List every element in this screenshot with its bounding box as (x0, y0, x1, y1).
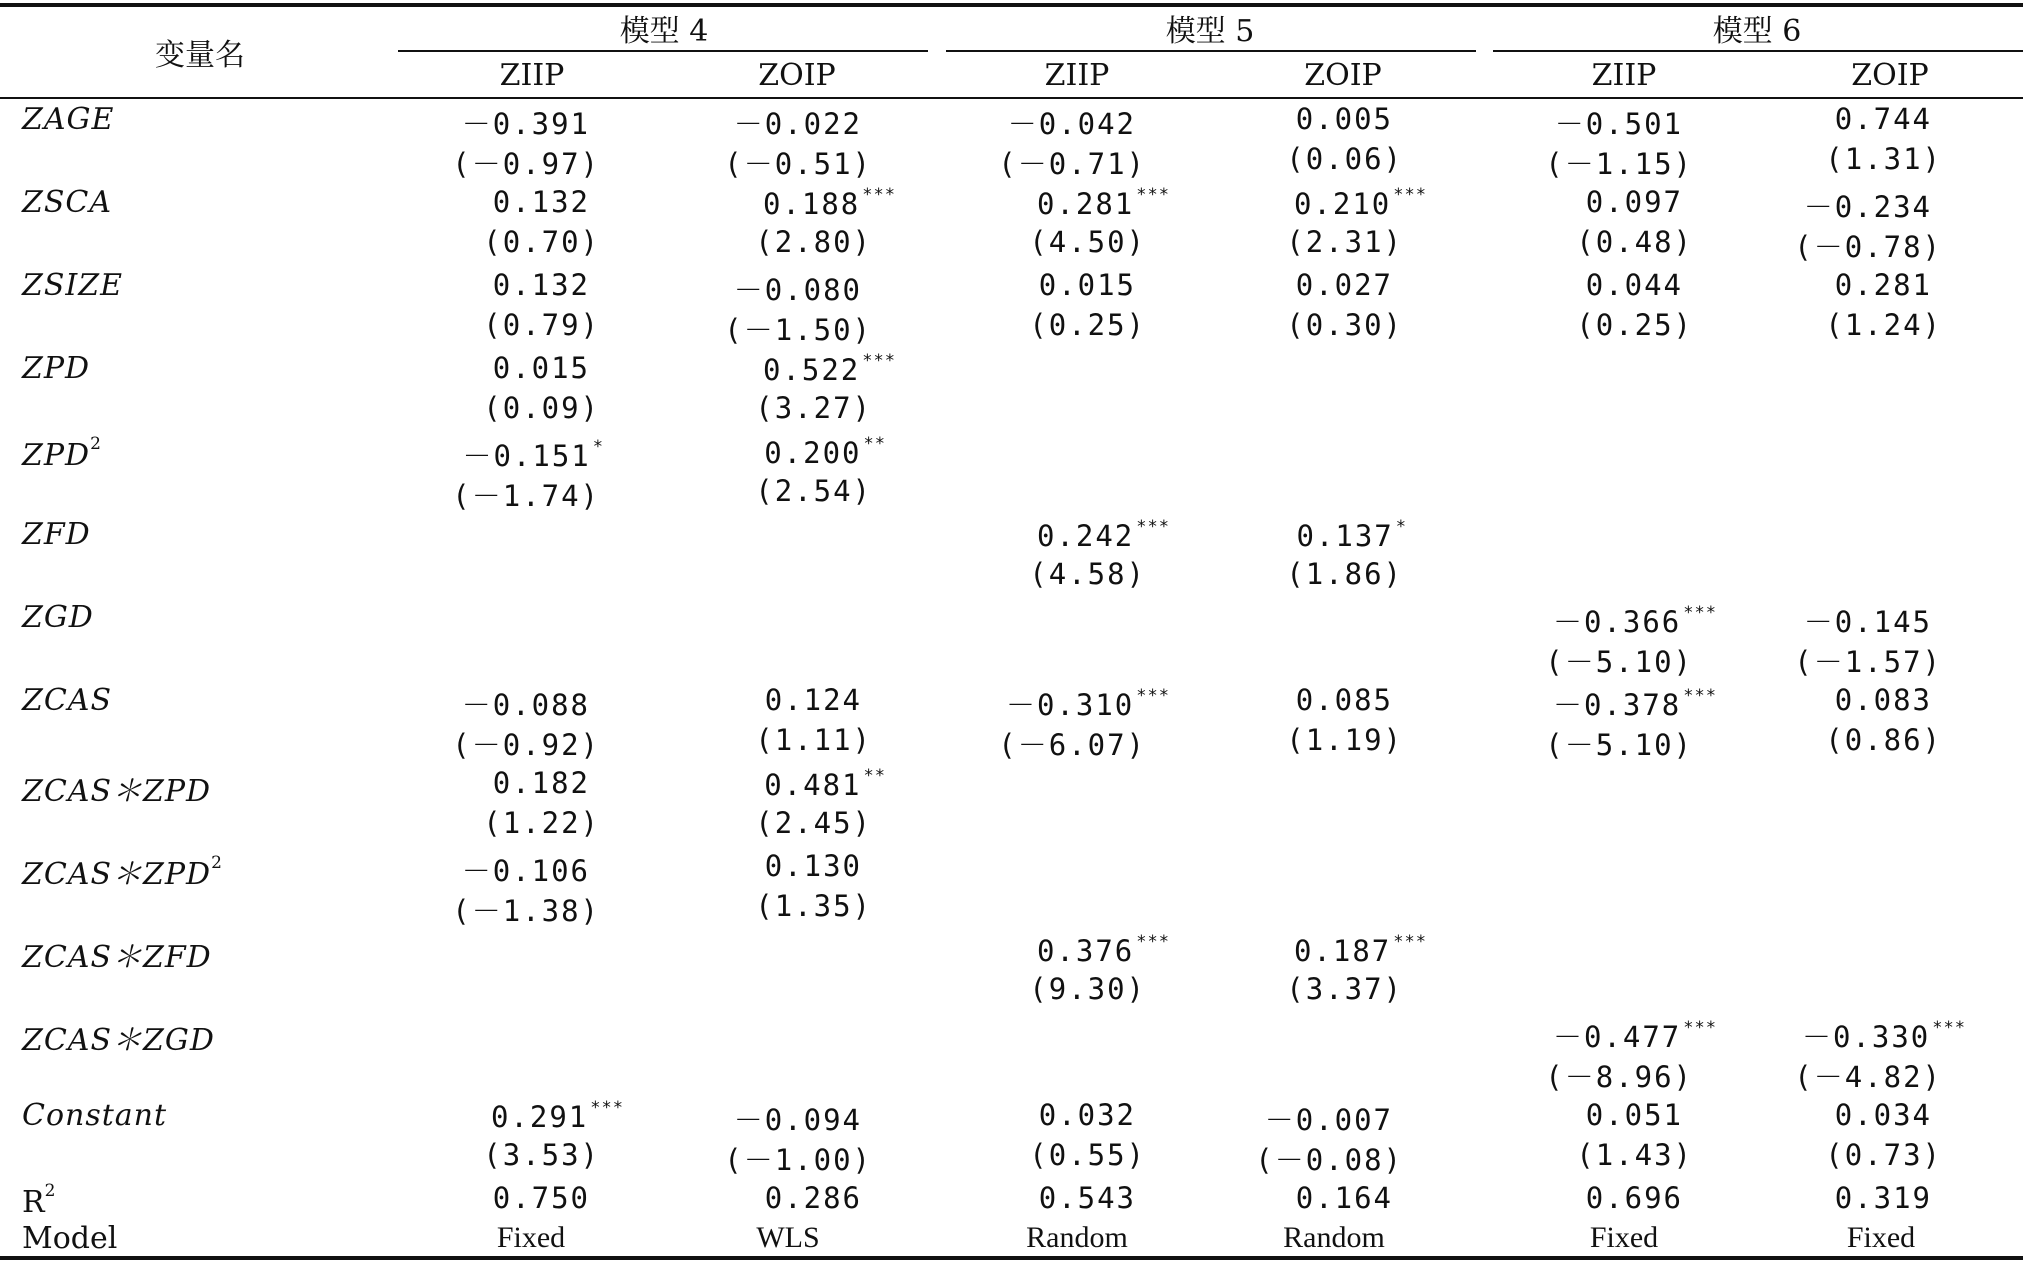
t-statistic-cell: (1.11) (755, 723, 872, 757)
t-statistic-cell: (－0.78) (1794, 230, 1942, 264)
table-row (0, 351, 2023, 434)
row-label-text: ZCAS＊ZPD (22, 774, 212, 809)
column-header-m5-ziip: ZIIP (1044, 58, 1110, 93)
t-statistic-cell: (－4.82) (1794, 1060, 1942, 1094)
t-statistic-cell: (2.45) (755, 806, 872, 840)
coefficient-cell (1296, 102, 1393, 136)
coefficient-cell (1039, 268, 1136, 302)
t-statistic-cell: (0.70) (483, 225, 600, 259)
significance-stars: ** (863, 434, 886, 454)
t-statistic-cell: (1.43) (1576, 1138, 1693, 1172)
coefficient-value: 0.032 (1038, 1098, 1136, 1132)
coefficient-value: 0.182 (492, 766, 590, 800)
t-statistic-cell: (－1.38) (452, 894, 600, 928)
coefficient-cell (734, 268, 862, 309)
significance-stars: * (1395, 517, 1407, 537)
t-statistic-cell: (1.86) (1286, 557, 1403, 591)
variable-name-header: 变量名 (155, 38, 245, 73)
coefficient-value: 0.522 (762, 353, 861, 387)
coefficient-value: －0.042 (1007, 107, 1136, 141)
coefficient-cell (1586, 268, 1683, 302)
t-statistic-cell: (1.31) (1825, 142, 1942, 176)
coefficient-cell (763, 185, 896, 221)
coefficient-value: 0.132 (492, 185, 590, 219)
coefficient-cell (1265, 1098, 1393, 1139)
coefficient-value: －0.366 (1552, 605, 1682, 639)
significance-stars: *** (1136, 686, 1170, 706)
t-statistic-cell: (0.48) (1576, 225, 1693, 259)
t-statistic-cell: (－0.51) (724, 147, 872, 181)
coefficient-value: 0.130 (764, 849, 862, 883)
coefficient-cell (1586, 185, 1683, 219)
row-label-text: ZCAS＊ZGD (22, 1023, 215, 1058)
t-statistic-cell: (－0.08) (1255, 1143, 1403, 1177)
t-statistic-cell: (3.53) (483, 1138, 600, 1172)
row-label (22, 600, 94, 635)
coefficient-cell (1804, 600, 1932, 641)
coefficient-cell (462, 102, 590, 143)
coefficient-cell (1553, 1015, 1717, 1056)
coefficient-cell (1802, 1015, 1966, 1056)
t-statistic-cell: (－0.92) (452, 728, 600, 762)
coefficient-cell (765, 849, 862, 883)
significance-stars: ** (863, 766, 886, 786)
row-label-text: ZCAS (22, 683, 113, 718)
coefficient-value: 0.051 (1585, 1098, 1683, 1132)
significance-stars: *** (1683, 603, 1717, 623)
model-type-value: Fixed (1589, 1221, 1659, 1254)
coefficient-value: －0.330 (1801, 1020, 1931, 1054)
coefficient-cell (1037, 517, 1170, 553)
coefficient-value: －0.234 (1803, 190, 1932, 224)
coefficient-value: 0.281 (1834, 268, 1932, 302)
table-row (0, 766, 2023, 849)
significance-stars: *** (862, 351, 896, 371)
t-statistic-cell: (9.30) (1029, 972, 1146, 1006)
coefficient-value: 0.281 (1036, 187, 1135, 221)
t-statistic-cell: (0.25) (1576, 308, 1693, 342)
significance-stars: *** (1683, 1018, 1717, 1038)
r-squared-value: 0.319 (1834, 1181, 1932, 1215)
row-label-text: ZPD (22, 438, 91, 473)
significance-stars: *** (590, 1098, 624, 1118)
t-statistic-cell: (2.31) (1286, 225, 1403, 259)
table-row (0, 683, 2023, 766)
group-underline-model-5 (946, 50, 1476, 52)
row-label-text: ZCAS＊ZFD (22, 940, 212, 975)
coefficient-cell (493, 351, 590, 385)
coefficient-value: 0.744 (1834, 102, 1932, 136)
coefficient-value: －0.391 (461, 107, 590, 141)
header-rule (0, 97, 2023, 99)
coefficient-cell (462, 849, 590, 890)
t-statistic-cell: (2.80) (755, 225, 872, 259)
coefficient-cell (493, 185, 590, 219)
row-label (22, 102, 114, 137)
r-squared-value: 0.286 (764, 1181, 862, 1215)
row-label-text: ZAGE (22, 102, 115, 137)
column-header-m4-ziip: ZIIP (499, 58, 565, 93)
row-label-superscript: 2 (211, 853, 223, 873)
row-label-text: ZSIZE (22, 268, 123, 303)
table-row (0, 1015, 2023, 1098)
coefficient-value: －0.310 (1005, 688, 1135, 722)
t-statistic-cell: (0.86) (1825, 723, 1942, 757)
coefficient-value: －0.477 (1552, 1020, 1682, 1054)
model-type-value: Fixed (496, 1221, 566, 1254)
row-label (22, 268, 123, 303)
coefficient-value: 0.242 (1036, 519, 1135, 553)
coefficient-cell (1835, 102, 1932, 136)
significance-stars: *** (1393, 932, 1427, 952)
t-statistic-cell: (4.58) (1029, 557, 1146, 591)
row-label-text: R (22, 1185, 45, 1220)
row-label (22, 932, 212, 976)
row-label: Model (22, 1221, 118, 1256)
group-underline-model-6 (1493, 50, 2023, 52)
coefficient-value: －0.094 (733, 1103, 862, 1137)
coefficient-cell (1294, 185, 1427, 221)
t-statistic-cell: (4.50) (1029, 225, 1146, 259)
coefficient-cell (1294, 932, 1427, 968)
coefficient-cell (1008, 102, 1136, 143)
group-header-model-6: 模型 6 (1712, 14, 1802, 49)
t-statistic-cell: (－5.10) (1545, 728, 1693, 762)
table-row (0, 600, 2023, 683)
column-header-m6-ziip: ZIIP (1591, 58, 1657, 93)
coefficient-value: 0.027 (1295, 268, 1393, 302)
coefficient-value: 0.376 (1036, 934, 1135, 968)
coefficient-cell (1835, 1098, 1932, 1132)
row-label-text: Constant (22, 1098, 168, 1133)
model-type-value: WLS (756, 1221, 820, 1254)
t-statistic-cell: (－0.71) (998, 147, 1146, 181)
bottom-rule (0, 1256, 2023, 1260)
coefficient-value: 0.291 (490, 1100, 589, 1134)
significance-stars: *** (862, 185, 896, 205)
coefficient-value: －0.022 (733, 107, 862, 141)
coefficient-value: －0.106 (461, 854, 590, 888)
r-squared-value: 0.696 (1585, 1181, 1683, 1215)
coefficient-cell (493, 268, 590, 302)
row-label-text: ZPD (22, 351, 91, 386)
t-statistic-cell: (－1.57) (1794, 645, 1942, 679)
t-statistic-cell: (0.06) (1286, 142, 1403, 176)
t-statistic-cell: (－1.50) (724, 313, 872, 347)
table-row (0, 849, 2023, 932)
table-row (0, 268, 2023, 351)
t-statistic-cell: (0.30) (1286, 308, 1403, 342)
coefficient-cell (1804, 185, 1932, 226)
coefficient-value: －0.378 (1552, 688, 1682, 722)
significance-stars: *** (1136, 185, 1170, 205)
t-statistic-cell: (1.22) (483, 806, 600, 840)
coefficient-cell (1039, 1098, 1136, 1132)
coefficient-cell (734, 102, 862, 143)
row-label-text: ZCAS＊ZPD (22, 857, 212, 892)
row-label-superscript: 2 (90, 434, 102, 454)
table-row (0, 185, 2023, 268)
coefficient-cell (1006, 683, 1170, 724)
coefficient-value: 0.015 (492, 351, 590, 385)
t-statistic-cell: (－1.00) (724, 1143, 872, 1177)
coefficient-value: 0.132 (492, 268, 590, 302)
group-header-model-5: 模型 5 (1165, 14, 1255, 49)
r-squared-row (0, 1181, 2023, 1222)
column-header-m5-zoip: ZOIP (1304, 58, 1382, 93)
coefficient-value: 0.187 (1293, 934, 1392, 968)
t-statistic-cell: (－1.15) (1545, 147, 1693, 181)
t-statistic-cell: (－1.74) (452, 479, 600, 513)
table-row (0, 932, 2023, 1015)
table-row (0, 434, 2023, 517)
t-statistic-cell: (0.25) (1029, 308, 1146, 342)
row-label (22, 517, 91, 552)
coefficient-cell (1555, 102, 1683, 143)
r-squared-value: 0.750 (492, 1181, 590, 1215)
table-row (0, 102, 2023, 185)
coefficient-value: 0.200 (764, 436, 862, 470)
row-label-text: ZFD (22, 517, 91, 552)
coefficient-cell (1037, 932, 1170, 968)
coefficient-cell (1586, 1098, 1683, 1132)
t-statistic-cell: (2.54) (755, 474, 872, 508)
significance-stars: *** (1136, 932, 1170, 952)
t-statistic-cell: (3.37) (1286, 972, 1403, 1006)
t-statistic-cell: (0.55) (1029, 1138, 1146, 1172)
coefficient-cell (1553, 600, 1717, 641)
coefficient-value: －0.151 (462, 439, 591, 473)
column-header-m4-zoip: ZOIP (758, 58, 836, 93)
table-row (0, 517, 2023, 600)
t-statistic-cell: (－0.97) (452, 147, 600, 181)
r-squared-value: 0.543 (1038, 1181, 1136, 1215)
row-label (22, 766, 211, 810)
coefficient-value: 0.210 (1293, 187, 1392, 221)
model-type-value: Random (1026, 1221, 1128, 1254)
significance-stars: *** (1683, 686, 1717, 706)
t-statistic-cell: (1.19) (1286, 723, 1403, 757)
coefficient-value: 0.137 (1296, 519, 1394, 553)
coefficient-value: 0.083 (1834, 683, 1932, 717)
coefficient-cell (462, 434, 604, 475)
row-label (22, 351, 90, 386)
significance-stars: *** (1393, 185, 1427, 205)
coefficient-cell (462, 683, 590, 724)
coefficient-cell (493, 766, 590, 800)
t-statistic-cell: (3.27) (755, 391, 872, 425)
coefficient-value: －0.501 (1554, 107, 1683, 141)
row-label (22, 1098, 167, 1133)
row-label-text: ZSCA (22, 185, 113, 220)
coefficient-cell (1296, 517, 1407, 553)
t-statistic-cell: (0.09) (483, 391, 600, 425)
t-statistic-cell: (－8.96) (1545, 1060, 1693, 1094)
t-statistic-cell: (1.24) (1825, 308, 1942, 342)
table-row (0, 1098, 2023, 1181)
coefficient-value: －0.088 (461, 688, 590, 722)
coefficient-cell (764, 766, 886, 802)
r-squared-value: 0.164 (1295, 1181, 1393, 1215)
coefficient-value: 0.097 (1585, 185, 1683, 219)
coefficient-value: 0.481 (764, 768, 862, 802)
coefficient-value: 0.015 (1038, 268, 1136, 302)
model-type-value: Random (1283, 1221, 1385, 1254)
coefficient-cell (763, 351, 896, 387)
coefficient-cell (764, 434, 886, 470)
coefficient-value: 0.044 (1585, 268, 1683, 302)
coefficient-value: －0.007 (1264, 1103, 1393, 1137)
coefficient-value: －0.080 (733, 273, 862, 307)
coefficient-value: 0.124 (764, 683, 862, 717)
row-label (22, 1015, 215, 1059)
model-type-value: Fixed (1846, 1221, 1916, 1254)
t-statistic-cell: (1.35) (755, 889, 872, 923)
row-label-superscript: 2 (44, 1181, 56, 1201)
coefficient-cell (1835, 683, 1932, 717)
coefficient-cell (1835, 268, 1932, 302)
group-underline-model-4 (398, 50, 928, 52)
row-label-text: ZGD (22, 600, 94, 635)
t-statistic-cell: (－5.10) (1545, 645, 1693, 679)
t-statistic-cell: (－6.07) (998, 728, 1146, 762)
row-label (22, 434, 102, 473)
significance-stars: * (592, 437, 604, 457)
coefficient-cell (491, 1098, 624, 1134)
coefficient-cell (734, 1098, 862, 1139)
row-label (22, 683, 112, 718)
row-label (22, 1181, 55, 1220)
coefficient-value: －0.145 (1803, 605, 1932, 639)
significance-stars: *** (1932, 1018, 1966, 1038)
significance-stars: *** (1136, 517, 1170, 537)
coefficient-value: 0.034 (1834, 1098, 1932, 1132)
coefficient-cell (1296, 683, 1393, 717)
column-header-m6-zoip: ZOIP (1851, 58, 1929, 93)
coefficient-cell (765, 683, 862, 717)
coefficient-cell (1296, 268, 1393, 302)
group-header-model-4: 模型 4 (619, 14, 709, 49)
row-label (22, 185, 112, 220)
t-statistic-cell: (0.79) (483, 308, 600, 342)
row-label (22, 849, 223, 893)
coefficient-value: 0.085 (1295, 683, 1393, 717)
coefficient-cell (1553, 683, 1717, 724)
t-statistic-cell: (0.73) (1825, 1138, 1942, 1172)
coefficient-value: 0.005 (1295, 102, 1393, 136)
coefficient-cell (1037, 185, 1170, 221)
coefficient-value: 0.188 (762, 187, 861, 221)
